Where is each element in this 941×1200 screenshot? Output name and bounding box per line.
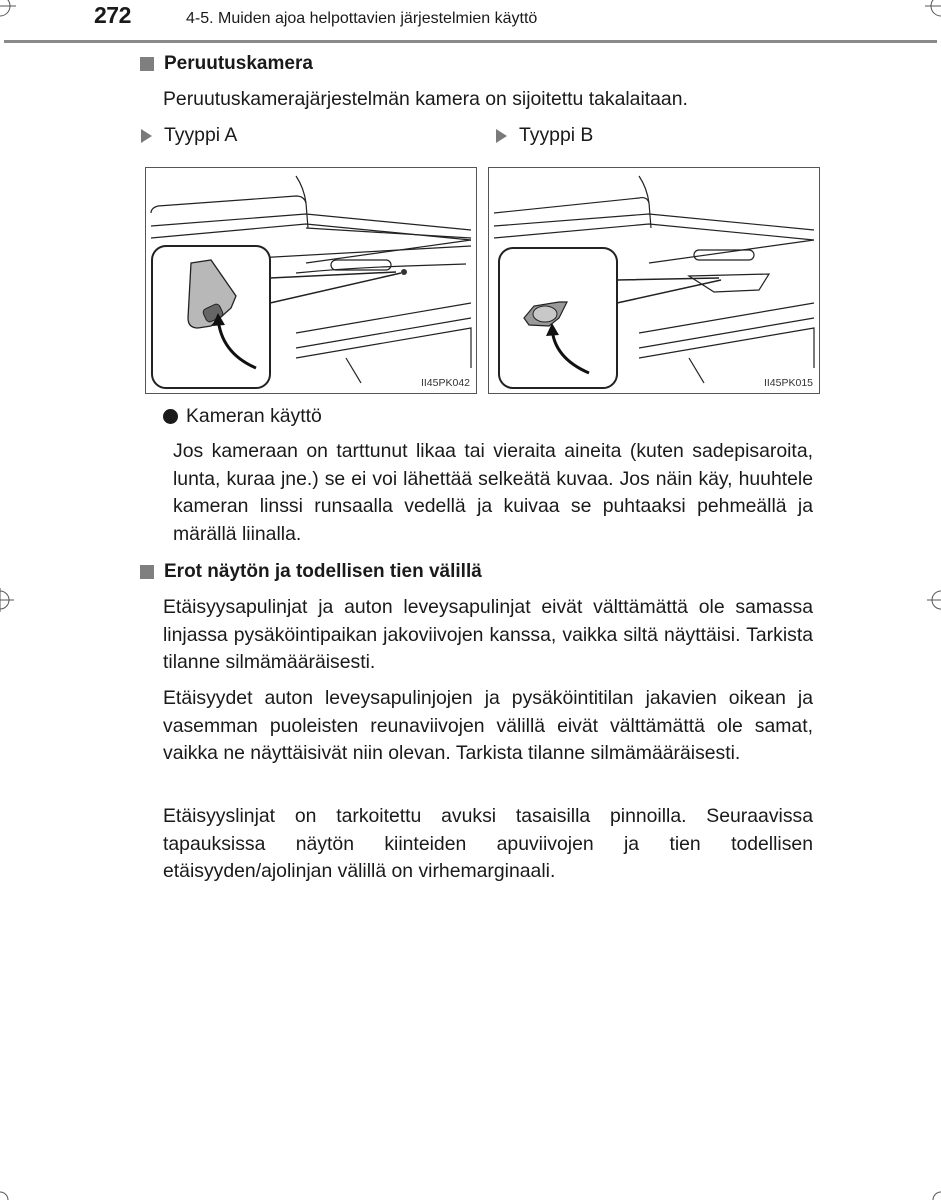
section-heading-erot bbox=[140, 561, 482, 583]
section-heading-text: Peruutuskamera bbox=[164, 53, 313, 74]
tailgate-camera-illustration-a bbox=[146, 168, 476, 393]
triangle-bullet-icon bbox=[141, 129, 152, 143]
section-heading-text: Erot näytön ja todellisen tien välillä bbox=[164, 561, 482, 582]
header-rule bbox=[4, 40, 937, 43]
registration-mark-top-left bbox=[0, 0, 20, 20]
section-heading-peruutuskamera bbox=[140, 53, 313, 75]
page-number: 272 bbox=[94, 2, 131, 28]
figure-code: II45PK015 bbox=[763, 377, 813, 389]
square-bullet-icon bbox=[140, 57, 154, 71]
tailgate-camera-illustration-b bbox=[489, 168, 819, 393]
subsection-heading-text: Kameran käyttö bbox=[186, 405, 322, 427]
section-intro: Peruutuskamerajärjestelmän kamera on sijoitettu takalaitaan. bbox=[163, 88, 688, 110]
registration-mark-top-right bbox=[921, 0, 941, 20]
registration-mark-mid-right bbox=[925, 586, 941, 614]
figure-label-type-b bbox=[496, 124, 593, 147]
chapter-title: 4-5. Muiden ajoa helpottavien järjestelmien käyttö bbox=[186, 10, 538, 27]
triangle-bullet-icon bbox=[496, 129, 507, 143]
registration-mark-mid-left bbox=[0, 586, 16, 614]
registration-mark-bottom-left bbox=[0, 1188, 12, 1200]
figure-code: II45PK042 bbox=[420, 377, 470, 389]
paragraph-2: Etäisyydet auton leveysapulinjojen ja pysäköintitilan jakavien oikean ja vasemman puoleisten reunaviivojen välillä eivät välttämättä ole samat, vaikka ne näyttäisivät niin olevan. Tarkista tilanne silmämääräisesti. bbox=[163, 687, 813, 764]
paragraph-3: Etäisyyslinjat on tarkoitettu avuksi tasaisilla pinnoilla. Seuraavissa tapauksissa näytön kiinteiden apuviivojen ja tien todellisen etäisyyden/ajolinjan välillä on virhemarginaali. bbox=[163, 805, 813, 882]
square-bullet-icon bbox=[140, 565, 154, 579]
figure-label-text: Tyyppi A bbox=[164, 124, 238, 146]
figure-type-a-camera bbox=[145, 167, 477, 394]
figure-type-b-camera bbox=[488, 167, 820, 394]
round-bullet-icon bbox=[163, 409, 178, 424]
subsection-paragraph: Jos kameraan on tarttunut likaa tai vieraita aineita (kuten sadepisaroita, lunta, kuraa jne.) se ei voi lähettää selkeätä kuvaa. Jos näin käy, huuhtele kameran linssi runsaalla vedellä ja kuivaa se puhtaaksi pehmeällä ja märällä liinalla. bbox=[173, 440, 813, 545]
figure-label-type-a bbox=[141, 124, 237, 147]
figure-label-text: Tyyppi B bbox=[519, 124, 594, 146]
paragraph-1: Etäisyysapulinjat ja auton leveysapulinjat eivät välttämättä ole samassa linjassa pysäköintipaikan jakoviivojen kanssa, vaikka siltä näyttäisi. Tarkista tilanne silmämääräisesti. bbox=[163, 596, 813, 673]
registration-mark-bottom-right bbox=[929, 1188, 941, 1200]
subsection-heading-kameran-kaytto bbox=[163, 405, 322, 428]
